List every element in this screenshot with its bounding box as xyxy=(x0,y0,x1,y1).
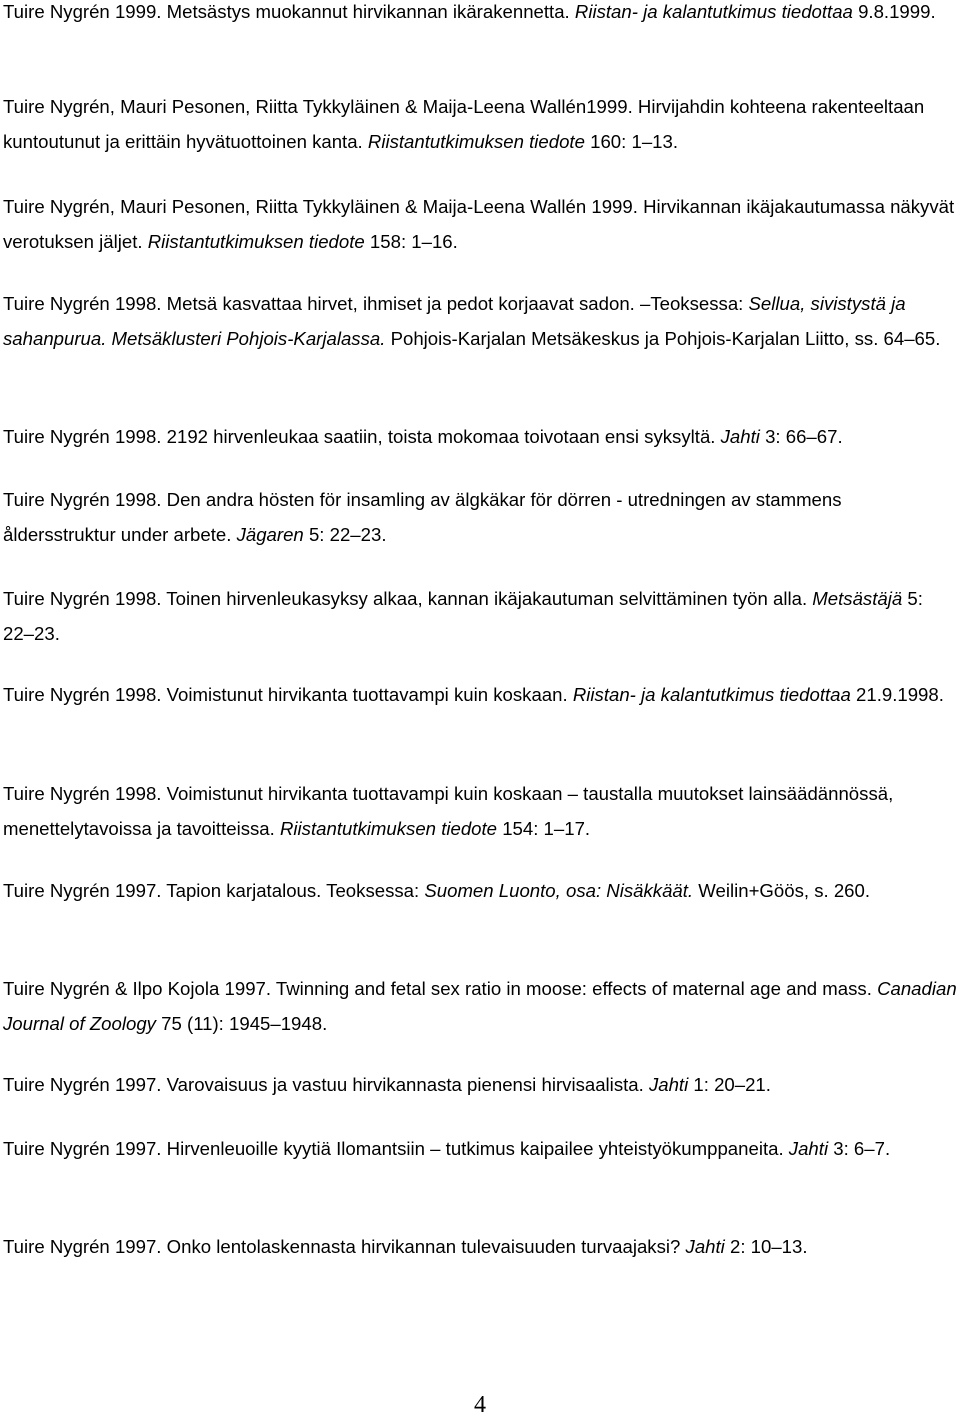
reference-text: 75 (11): 1945–1948. xyxy=(155,1013,328,1034)
reference-source-title: Riistan- ja kalantutkimus tiedottaa xyxy=(574,1,853,22)
reference-text: 5: 22–23. xyxy=(303,524,387,545)
reference-text: 1: 20–21. xyxy=(688,1074,771,1095)
reference-source-title: Riistantutkimuksen tiedote xyxy=(367,131,585,152)
reference-source-title: Canadian Journal of Zoology xyxy=(3,978,957,1034)
reference-text: Pohjois-Karjalan Metsäkeskus ja Pohjois-Karjalan Liitto, ss. 64–65. xyxy=(385,328,941,349)
reference-source-title: Jahti xyxy=(788,1138,829,1159)
reference-entry xyxy=(3,971,958,1041)
reference-text: Tuire Nygrén 1997. Hirvenleuoille kyytiä Ilomantsiin – tutkimus kaipailee yhteistyökumppaneita. xyxy=(3,1138,789,1159)
reference-entry xyxy=(3,1067,958,1102)
reference-entry xyxy=(3,482,958,552)
reference-text: Tuire Nygrén 1998. Metsä kasvattaa hirvet, ihmiset ja pedot korjaavat sadon. –Teoksessa: xyxy=(3,293,749,314)
reference-entry xyxy=(3,581,958,651)
reference-source-title: Jahti xyxy=(685,1236,725,1257)
reference-text: 160: 1–13. xyxy=(584,131,679,152)
reference-text: Tuire Nygrén & Ilpo Kojola 1997. Twinning and fetal sex ratio in moose: effects of maternal age and mass. xyxy=(3,978,878,999)
reference-entry xyxy=(3,1131,958,1166)
reference-source-title: Riistan- ja kalantutkimus tiedottaa xyxy=(572,684,851,705)
reference-text: 21.9.1998. xyxy=(850,684,944,705)
reference-entry xyxy=(3,677,958,712)
reference-text: Tuire Nygrén 1999. Metsästys muokannut hirvikannan ikärakennetta. xyxy=(3,1,575,22)
reference-entry xyxy=(3,286,958,356)
reference-entry xyxy=(3,1229,958,1264)
page-number: 4 xyxy=(474,1392,486,1418)
reference-text: Tuire Nygrén 1998. Toinen hirvenleukasyksy alkaa, kannan ikäjakautuman selvittäminen työn alla. xyxy=(3,588,813,609)
reference-text: Tuire Nygrén 1997. Tapion karjatalous. Teoksessa: xyxy=(3,880,425,901)
reference-source-title: Riistantutkimuksen tiedote xyxy=(147,231,365,252)
reference-text: Tuire Nygrén 1998. Den andra hösten för insamling av älgkäkar för dörren - utredningen av stammens åldersstruktur under arbete. xyxy=(3,489,842,545)
reference-entry xyxy=(3,0,958,29)
reference-source-title: Suomen Luonto, osa: Nisäkkäät. xyxy=(424,880,694,901)
reference-text: Tuire Nygrén 1997. Onko lentolaskennasta hirvikannan tulevaisuuden turvaajaksi? xyxy=(3,1236,686,1257)
reference-text: 154: 1–17. xyxy=(497,818,591,839)
reference-source-title: Jahti xyxy=(648,1074,689,1095)
reference-entry xyxy=(3,776,958,846)
reference-source-title: Jahti xyxy=(720,426,760,447)
reference-text: 5: 22–23. xyxy=(3,588,923,644)
reference-text: Tuire Nygrén 1997. Varovaisuus ja vastuu hirvikannasta pienensi hirvisaalista. xyxy=(3,1074,649,1095)
reference-source-title: Riistantutkimuksen tiedote xyxy=(279,818,498,839)
reference-text: 9.8.1999. xyxy=(852,1,936,22)
reference-text: 3: 6–7. xyxy=(828,1138,891,1159)
reference-text: Tuire Nygrén 1998. 2192 hirvenleukaa saatiin, toista mokomaa toivotaan ensi syksyltä. xyxy=(3,426,721,447)
reference-source-title: Jägaren xyxy=(236,524,304,545)
reference-text: 2: 10–13. xyxy=(724,1236,808,1257)
reference-source-title: Sellua, sivistystä ja sahanpurua. Metsäklusteri Pohjois-Karjalassa. xyxy=(3,293,906,349)
reference-text: Tuire Nygrén, Mauri Pesonen, Riitta Tykkyläinen & Maija-Leena Wallén1999. Hirvijahdin kohteena rakenteeltaan kuntoutunut ja erittäin hyvätuottoinen kanta. xyxy=(3,96,925,152)
reference-text: 3: 66–67. xyxy=(759,426,843,447)
reference-text: Tuire Nygrén 1998. Voimistunut hirvikanta tuottavampi kuin koskaan – taustalla muutokset lainsäädännössä, menettelytavoissa ja tavoitteissa. xyxy=(3,783,894,839)
reference-entry xyxy=(3,89,958,159)
reference-text: 158: 1–16. xyxy=(364,231,458,252)
reference-entry xyxy=(3,873,958,908)
reference-text: Weilin+Göös, s. 260. xyxy=(693,880,871,901)
reference-entry xyxy=(3,189,958,259)
reference-source-title: Metsästäjä xyxy=(812,588,903,609)
reference-entry xyxy=(3,419,958,454)
reference-text: Tuire Nygrén 1998. Voimistunut hirvikanta tuottavampi kuin koskaan. xyxy=(3,684,573,705)
reference-text: Tuire Nygrén, Mauri Pesonen, Riitta Tykkyläinen & Maija-Leena Wallén 1999. Hirvikannan ikäjakautumassa näkyvät verotuksen jäljet. xyxy=(3,196,955,252)
